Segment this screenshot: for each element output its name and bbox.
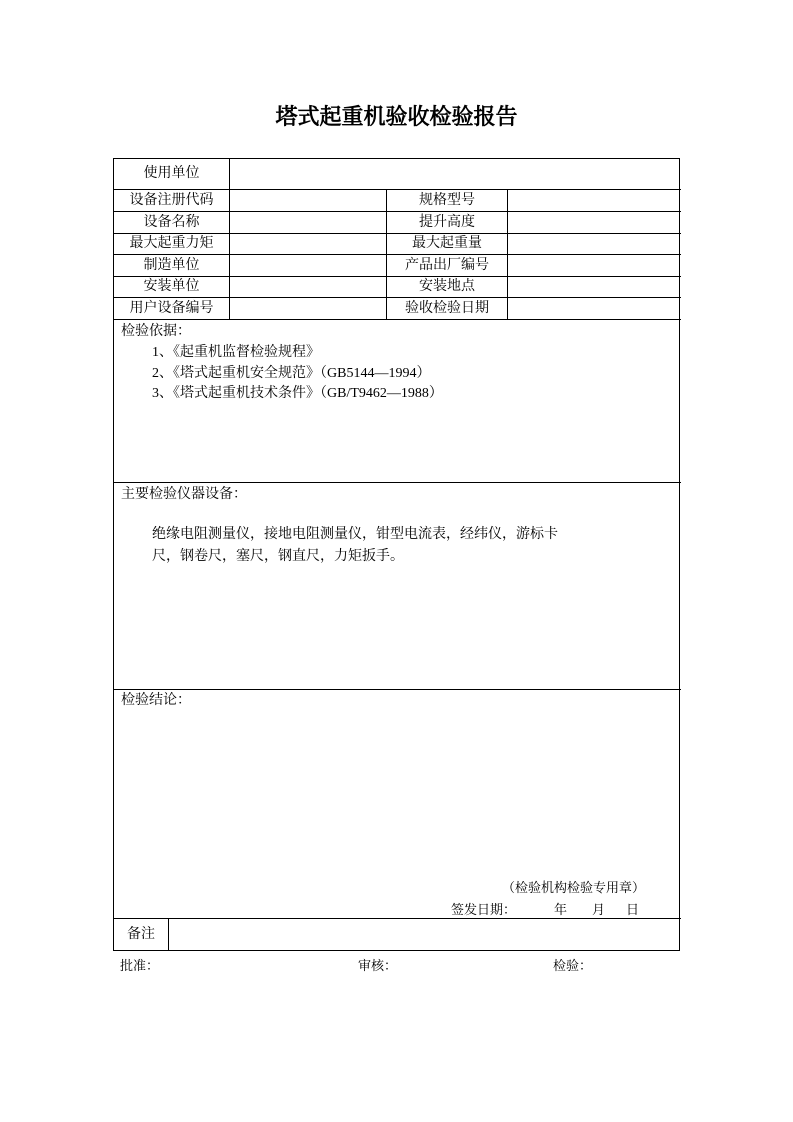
manufacturer-label: 制造单位 — [143, 258, 200, 273]
divider — [114, 482, 681, 483]
equipment-line: 绝缘电阻测量仪，接地电阻测量仪，钳型电流表，经纬仪，游标卡 — [152, 527, 558, 542]
issue-day: 日 — [626, 902, 640, 917]
page-title: 塔式起重机验收检验报告 — [275, 105, 518, 130]
inspection-date-label: 验收检验日期 — [405, 301, 489, 316]
basis-heading: 检验依据： — [121, 324, 191, 339]
serial-number-label: 产品出厂编号 — [405, 258, 489, 273]
review-label: 审核： — [358, 958, 398, 973]
max-moment-label: 最大起重力矩 — [129, 236, 214, 251]
divider — [114, 689, 681, 690]
installer-label: 安装单位 — [143, 279, 200, 294]
user-equipment-no-label: 用户设备编号 — [129, 301, 214, 316]
issue-month: 月 — [592, 902, 606, 917]
lifting-height-label: 提升高度 — [419, 215, 475, 230]
equipment-heading: 主要检验仪器设备： — [121, 487, 247, 502]
divider — [114, 319, 681, 320]
seal-note: （检验机构检验专用章） — [502, 880, 646, 895]
basis-item: 2、《塔式起重机安全规范》（GB5144—1994） — [152, 366, 431, 381]
remarks-label: 备注 — [127, 927, 155, 942]
max-load-label: 最大起重量 — [412, 236, 482, 251]
divider — [507, 189, 508, 319]
conclusion-heading: 检验结论： — [121, 693, 191, 708]
model-spec-label: 规格型号 — [419, 193, 475, 208]
equipment-name-label: 设备名称 — [143, 215, 200, 230]
divider — [229, 159, 230, 189]
install-location-label: 安装地点 — [419, 279, 475, 294]
equipment-line: 尺，钢卷尺，塞尺，钢直尺，力矩扳手。 — [152, 549, 404, 564]
divider — [168, 918, 169, 951]
issue-date-label: 签发日期： — [451, 902, 517, 917]
approve-label: 批准： — [120, 958, 160, 973]
registration-code-label: 设备注册代码 — [129, 193, 214, 208]
basis-item: 3、《塔式起重机技术条件》（GB/T9462—1988） — [152, 386, 443, 401]
divider — [229, 189, 230, 319]
inspect-label: 检验： — [553, 958, 593, 973]
user-unit-label: 使用单位 — [143, 166, 200, 181]
report-table — [113, 158, 680, 951]
basis-item: 1、《起重机监督检验规程》 — [152, 345, 320, 360]
issue-year: 年 — [554, 902, 568, 917]
